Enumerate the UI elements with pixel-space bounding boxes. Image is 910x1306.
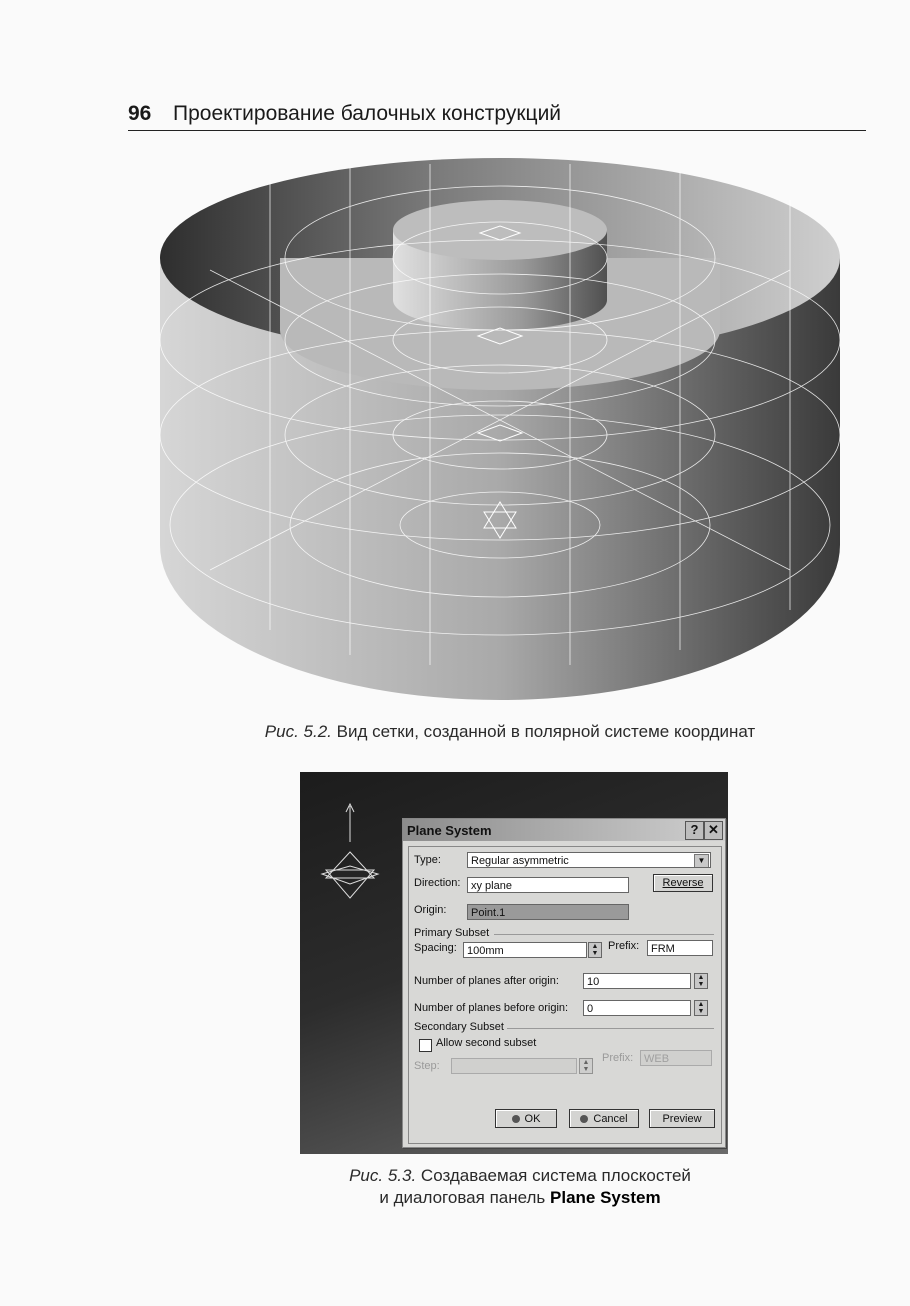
origin-label: Origin: (414, 904, 447, 916)
preview-button[interactable]: Preview (649, 1109, 715, 1128)
planes-after-value: 10 (587, 976, 600, 988)
secondary-subset-label: Secondary Subset (414, 1021, 504, 1033)
spacing-label: Spacing: (414, 942, 457, 954)
prefix-label: Prefix: (608, 940, 640, 952)
direction-label: Direction: (414, 877, 461, 889)
figure-5-2-label: Рис. 5.2. (264, 722, 332, 741)
figure-5-3-label: Рис. 5.3. (349, 1166, 417, 1185)
origin-field[interactable] (467, 904, 629, 920)
cancel-label: Cancel (593, 1113, 628, 1125)
planes-after-field[interactable] (583, 973, 691, 989)
close-button[interactable]: ✕ (704, 821, 723, 840)
prefix-field[interactable] (647, 940, 713, 956)
figure-5-3-text: Создаваемая система плоскостей (416, 1166, 691, 1185)
spacing-value: 100mm (467, 945, 504, 957)
running-title: Проектирование балочных конструкций (173, 102, 562, 125)
direction-field[interactable] (467, 877, 629, 893)
dialog-body (408, 846, 722, 1144)
step-label: Step: (414, 1060, 440, 1072)
prefix-value: FRM (651, 943, 675, 955)
origin-value: Point.1 (471, 907, 506, 919)
plane-system-dialog (402, 818, 726, 1148)
spacing-field[interactable] (463, 942, 587, 958)
secondary-subset-divider (507, 1028, 714, 1029)
chevron-down-icon[interactable]: ▼ (694, 854, 709, 868)
planes-before-spinner[interactable]: ▲ ▼ (694, 1000, 708, 1016)
type-label: Type: (414, 854, 441, 866)
figure-5-3-caption-line2 (300, 1187, 740, 1209)
prefix2-field[interactable] (640, 1050, 712, 1066)
prefix2-label: Prefix: (602, 1052, 634, 1064)
running-header (128, 100, 866, 130)
figure-5-3-caption (300, 1165, 740, 1209)
figure-5-2-caption (200, 722, 820, 742)
catia-viewport-screenshot (300, 772, 728, 1154)
primary-subset-label: Primary Subset (414, 927, 490, 939)
cancel-button[interactable] (569, 1109, 639, 1128)
dialog-titlebar[interactable] (403, 819, 725, 841)
step-field[interactable] (451, 1058, 577, 1074)
plane-system-glyph-icon (318, 798, 382, 908)
help-button[interactable]: ? (685, 821, 704, 840)
dialog-title: Plane System (407, 823, 492, 838)
figure-5-3-caption-line1 (300, 1165, 740, 1187)
ok-label: OK (524, 1113, 541, 1125)
header-rule (128, 130, 866, 131)
prefix2-value: WEB (644, 1053, 670, 1065)
step-spinner[interactable]: ▲ ▼ (579, 1058, 593, 1074)
primary-subset-divider (494, 934, 714, 935)
planes-before-label: Number of planes before origin: (414, 1002, 569, 1014)
page-number: 96 (128, 102, 152, 125)
allow-second-subset-label: Allow second subset (436, 1037, 537, 1049)
polar-grid-cylinder-figure (150, 150, 850, 710)
planes-after-label: Number of planes after origin: (414, 975, 559, 987)
figure-5-2-text: Вид сетки, созданной в полярной системе координат (331, 722, 756, 741)
planes-before-field[interactable] (583, 1000, 691, 1016)
planes-before-value: 0 (587, 1003, 594, 1015)
direction-value: xy plane (471, 880, 512, 892)
spacing-spinner[interactable]: ▲ ▼ (588, 942, 602, 958)
reverse-button[interactable]: Reverse (653, 874, 713, 892)
figure-5-3-bold: Plane System (550, 1188, 661, 1207)
figure-5-3-text2: и диалоговая панель (379, 1188, 551, 1207)
type-value: Regular asymmetric (471, 855, 569, 867)
allow-second-subset-checkbox[interactable] (419, 1039, 432, 1052)
ok-icon (512, 1115, 520, 1123)
planes-after-spinner[interactable]: ▲ ▼ (694, 973, 708, 989)
ok-button[interactable] (495, 1109, 557, 1128)
cancel-icon (580, 1115, 588, 1123)
type-dropdown[interactable] (467, 852, 711, 868)
